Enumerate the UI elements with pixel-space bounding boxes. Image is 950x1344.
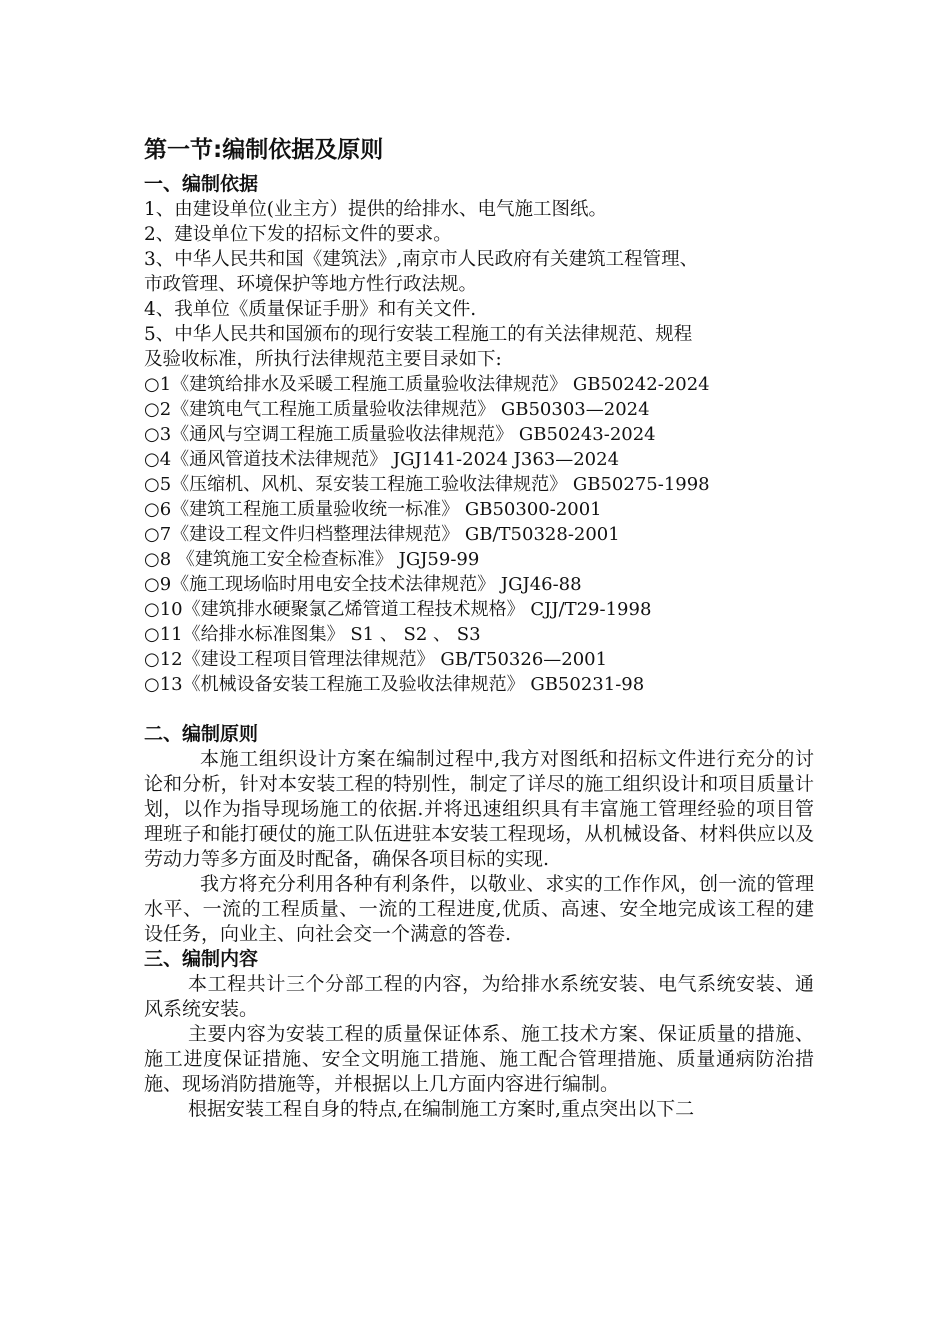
principles-heading: 二、编制原则 [144, 723, 259, 745]
content-paragraph-2: 主要内容为安装工程的质量保证体系、施工技术方案、保证质量的措施、施工进度保证措施、安全文明施工措施、施工配合管理措施、质量通病防治措施、现场消防措施等，并根据以上几方面内容进行编制。 [144, 1023, 814, 1095]
principles-paragraph-2: 我方将充分利用各种有利条件，以敬业、求实的工作作风，创一流的管理水平、一流的工程质量、一流的工程进度,优质、高速、安全地完成该工程的建设任务，向业主、向社会交一个满意的答卷. [144, 873, 814, 945]
standard-item-1: ○1《建筑给排水及采暖工程施工质量验收法律规范》 GB50242-2024 [144, 374, 710, 395]
standard-item-10: ○10《建筑排水硬聚氯乙烯管道工程技术规格》 CJJ/T29-1998 [144, 599, 652, 620]
spacer [144, 697, 814, 722]
standard-item-12: ○12《建设工程项目管理法律规范》 GB/T50326—2001 [144, 649, 608, 670]
standard-item-8: ○8 《建筑施工安全检查标准》 JGJ59-99 [144, 549, 480, 570]
standard-item-13: ○13《机械设备安装工程施工及验收法律规范》 GB50231-98 [144, 674, 645, 695]
basis-heading: 一、编制依据 [144, 173, 259, 195]
principles-paragraph-1: 本施工组织设计方案在编制过程中,我方对图纸和招标文件进行充分的讨论和分析，针对本安装工程的特别性，制定了详尽的施工组织设计和项目质量计划，以作为指导现场施工的依据.并将迅速组织具有丰富施工管理经验的项目管理班子和能打硬仗的施工队伍进驻本安装工程现场，从机械设备、材料供应以及劳动力等多方面及时配备，确保各项目标的实现. [144, 748, 814, 870]
basis-item-5-cont: 及验收标准，所执行法律规范主要目录如下: [144, 349, 502, 370]
content-paragraph-3: 根据安装工程自身的特点,在编制施工方案时,重点突出以下二 [188, 1098, 695, 1120]
basis-item-5: 5、中华人民共和国颁布的现行安装工程施工的有关法律规范、规程 [144, 324, 693, 345]
standard-item-2: ○2《建筑电气工程施工质量验收法律规范》 GB50303—2024 [144, 399, 650, 420]
standard-item-7: ○7《建设工程文件归档整理法律规范》 GB/T50328-2001 [144, 524, 620, 545]
standard-item-3: ○3《通风与空调工程施工质量验收法律规范》 GB50243-2024 [144, 424, 656, 445]
section-title: 第一节:编制依据及原则 [144, 137, 384, 163]
standard-item-4: ○4《通风管道技术法律规范》 JGJ141-2024 J363—2024 [144, 449, 620, 470]
standard-item-5: ○5《压缩机、风机、泵安装工程施工验收法律规范》 GB50275-1998 [144, 474, 710, 495]
basis-item-3: 3、中华人民共和国《建筑法》,南京市人民政府有关建筑工程管理、 [144, 249, 699, 270]
standard-item-9: ○9《施工现场临时用电安全技术法律规范》 JGJ46-88 [144, 574, 582, 595]
document-page [144, 134, 814, 1122]
standard-item-11: ○11《给排水标准图集》 S1 、 S2 、 S3 [144, 624, 481, 645]
standard-item-6: ○6《建筑工程施工质量验收统一标准》 GB50300-2001 [144, 499, 602, 520]
basis-item-1: 1、由建设单位(业主方）提供的给排水、电气施工图纸。 [144, 199, 607, 220]
standards-list [144, 372, 814, 697]
content-paragraph-1: 本工程共计三个分部工程的内容，为给排水系统安装、电气系统安装、通风系统安装。 [144, 973, 814, 1020]
basis-item-2: 2、建设单位下发的招标文件的要求。 [144, 224, 452, 245]
basis-item-4: 4、我单位《质量保证手册》和有关文件. [144, 299, 477, 320]
basis-item-3-cont: 市政管理、环境保护等地方性行政法规。 [144, 274, 478, 295]
content-heading: 三、编制内容 [144, 948, 259, 970]
